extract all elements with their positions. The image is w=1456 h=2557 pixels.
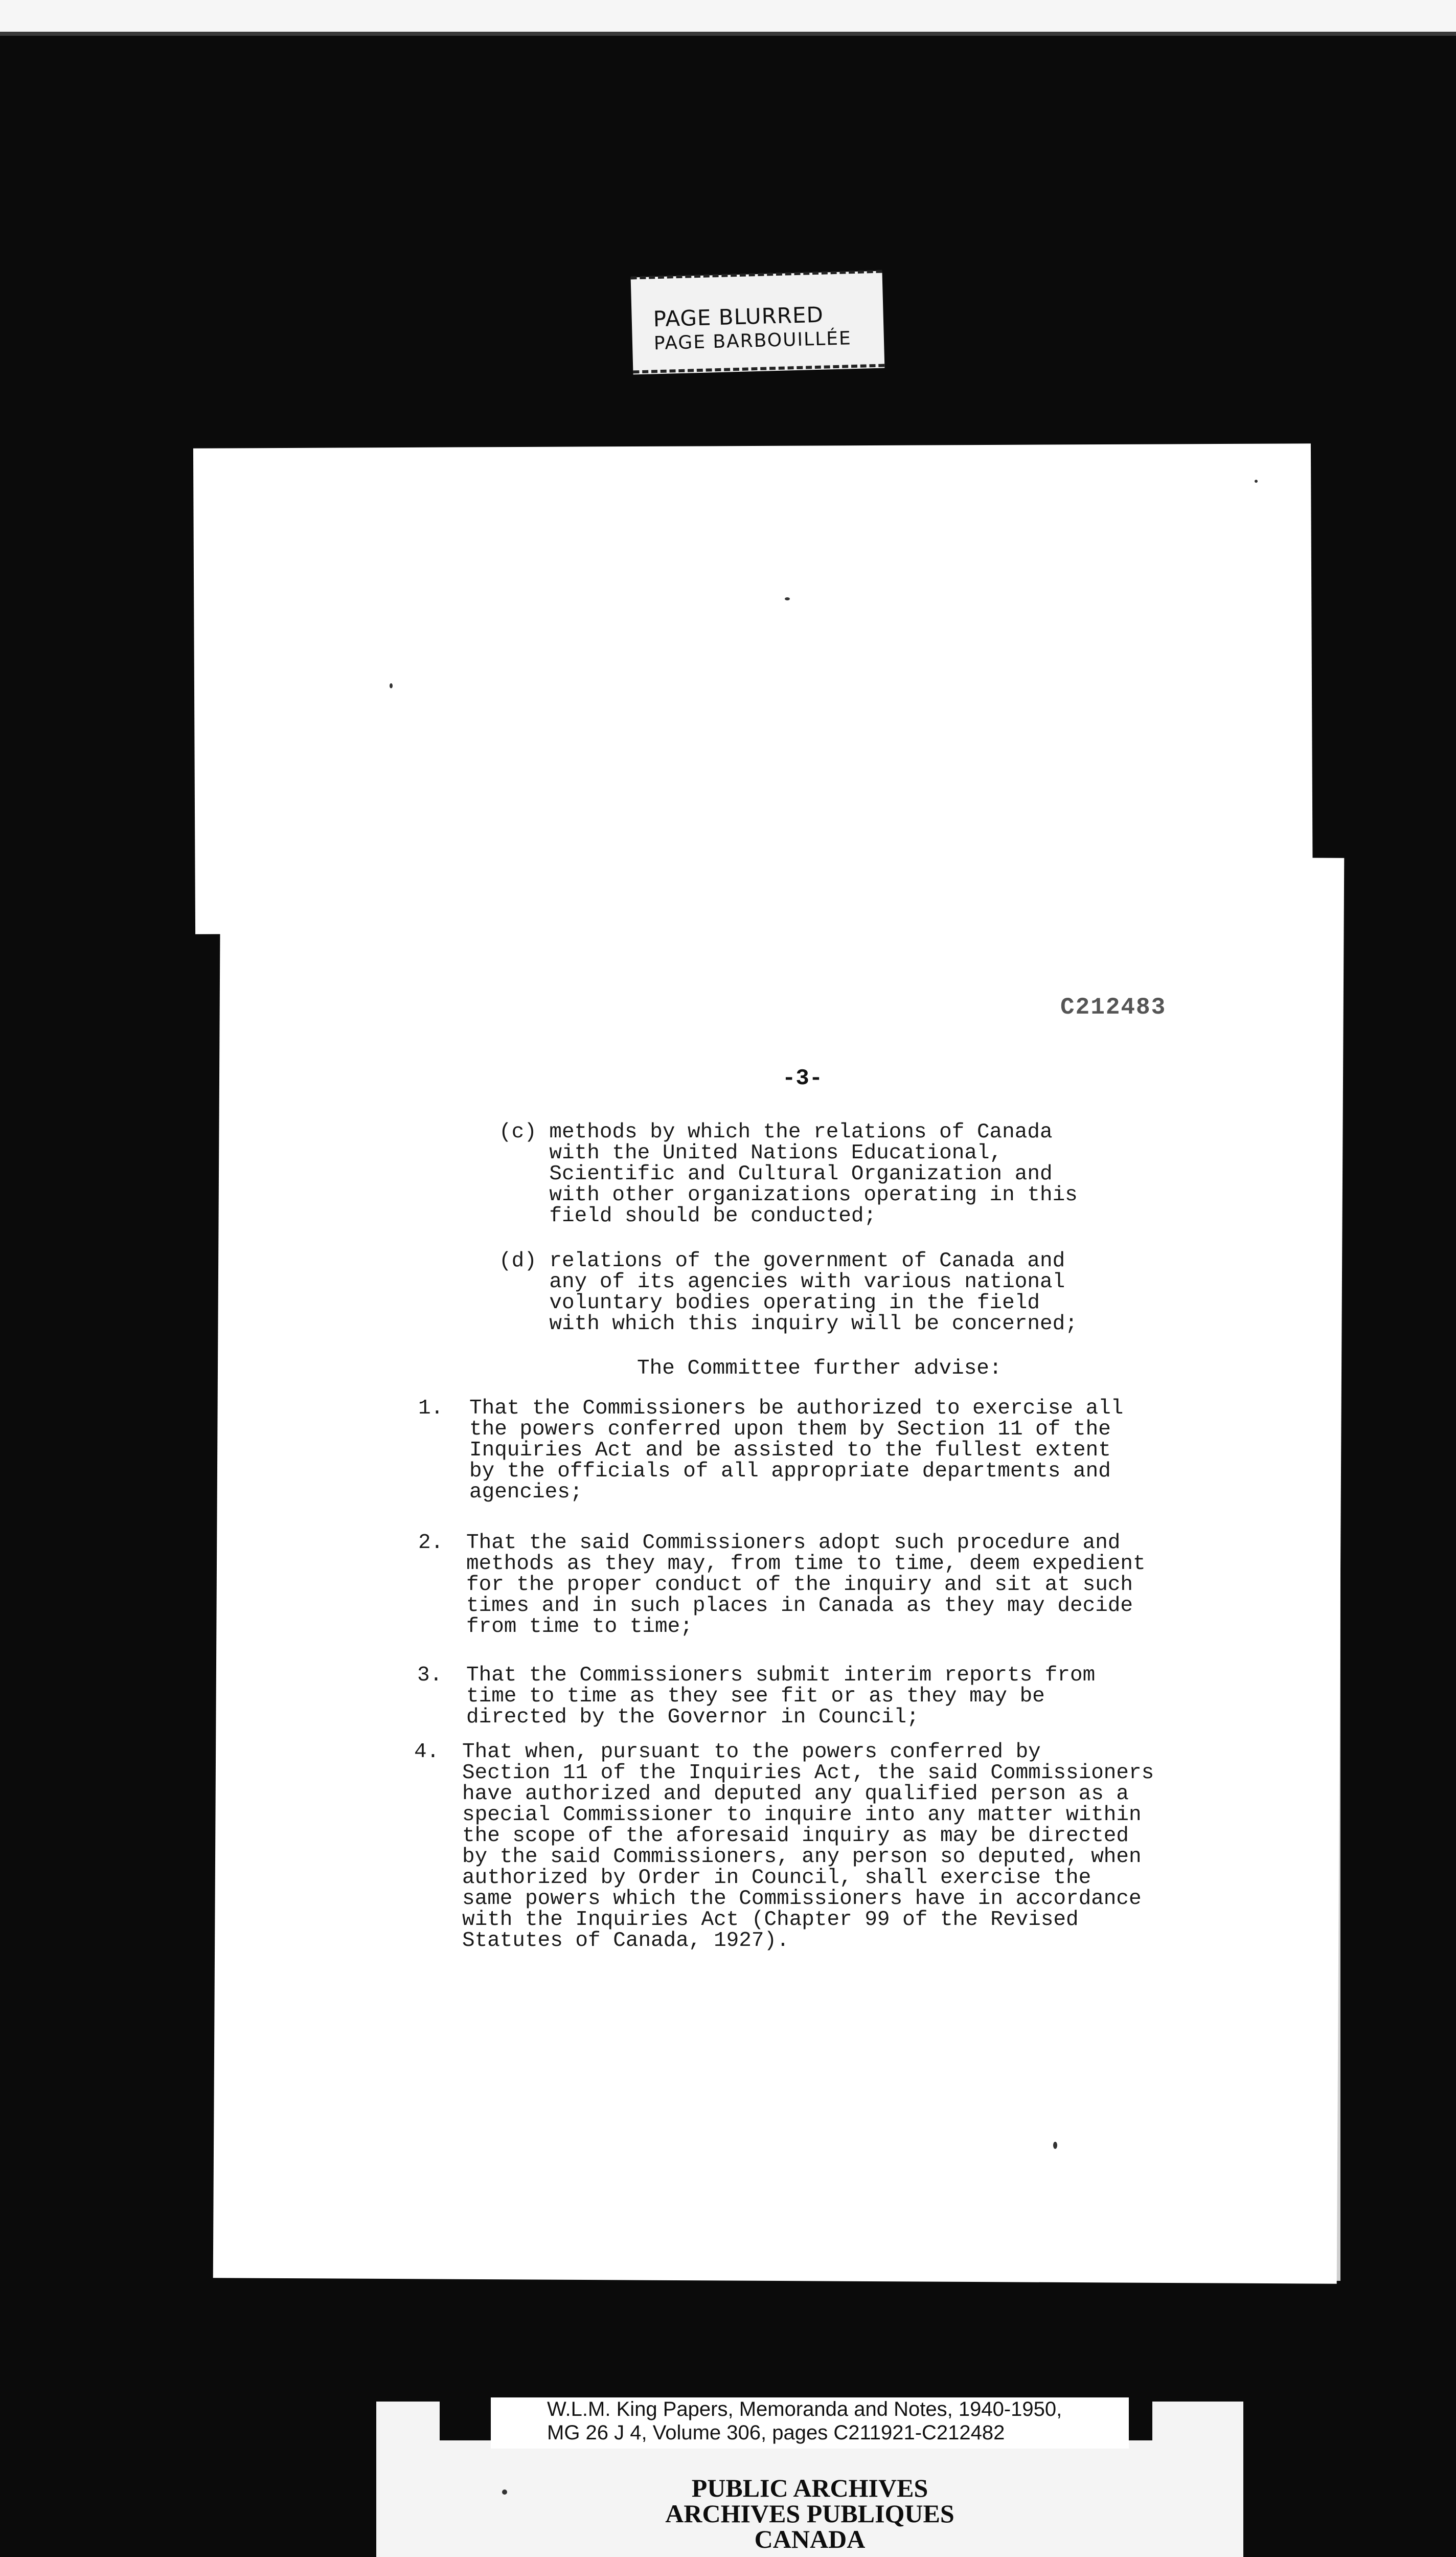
archive-line-2: ARCHIVES PUBLIQUES	[665, 2499, 954, 2528]
item-line: times and in such places in Canada as they may decide	[466, 1594, 1133, 1618]
item-line: with the Inquiries Act (Chapter 99 of the Revised	[462, 1908, 1079, 1932]
item-line: methods as they may, from time to time, deem expedient	[466, 1552, 1146, 1576]
item-number: 4.	[414, 1740, 440, 1764]
item-line: That the said Commissioners adopt such procedure and	[466, 1531, 1121, 1555]
item-line: have authorized and deputed any qualified person as a	[462, 1782, 1129, 1806]
item-line: That the Commissioners submit interim reports from	[466, 1664, 1096, 1687]
item-line: for the proper conduct of the inquiry and sit at such	[466, 1573, 1133, 1597]
label-line-french: PAGE BARBOUILLÉE	[653, 328, 852, 354]
label-line-english: PAGE BLURRED	[653, 302, 824, 332]
item-line: the powers conferred upon them by Section 11 of the	[469, 1418, 1111, 1441]
label-top-border	[631, 270, 882, 280]
item-line: That the Commissioners be authorized to exercise all	[469, 1397, 1124, 1420]
item-number: 1.	[418, 1397, 444, 1420]
clause-line: with the United Nations Educational,	[499, 1141, 1003, 1165]
item-line: special Commissioner to inquire into any matter within	[462, 1803, 1142, 1827]
clause-line: (c) methods by which the relations of Canada	[499, 1120, 1053, 1144]
scan-speck	[502, 2489, 507, 2495]
item-line: same powers which the Commissioners have in accordance	[462, 1887, 1142, 1911]
citation-line-2: MG 26 J 4, Volume 306, pages C211921-C212482	[547, 2421, 1005, 2444]
item-number: 3.	[417, 1664, 443, 1687]
scan-speck	[1053, 2142, 1057, 2149]
scan-speck	[390, 683, 393, 688]
item-line: from time to time;	[466, 1615, 693, 1639]
page-blurred-label	[631, 271, 885, 375]
item-line: Statutes of Canada, 1927).	[462, 1929, 789, 1953]
clause-line: voluntary bodies operating in the field	[499, 1291, 1040, 1315]
item-line: directed by the Governor in Council;	[466, 1706, 919, 1729]
scan-top-edge	[0, 32, 1456, 36]
clause-line: any of its agencies with various national	[499, 1270, 1065, 1294]
clause-line: (d) relations of the government of Canada and	[499, 1249, 1065, 1273]
item-line: Inquiries Act and be assisted to the fullest extent	[469, 1439, 1111, 1462]
clause-line: field should be conducted;	[499, 1204, 877, 1228]
archive-line-1: PUBLIC ARCHIVES	[691, 2474, 928, 2502]
item-number: 2.	[418, 1531, 444, 1555]
document-reference-number: C212483	[1060, 994, 1167, 1021]
scan-top-margin	[0, 0, 1456, 32]
item-line: by the said Commissioners, any person so deputed, when	[462, 1845, 1142, 1869]
label-bottom-border	[633, 364, 884, 374]
clause-line: Scientific and Cultural Organization and	[499, 1162, 1053, 1186]
item-line: Section 11 of the Inquiries Act, the said Commissioners	[462, 1761, 1154, 1785]
clause-line: with which this inquiry will be concerned;	[499, 1312, 1078, 1336]
item-line: agencies;	[469, 1481, 583, 1504]
item-line: That when, pursuant to the powers conferred by	[462, 1740, 1041, 1764]
archive-citation-label	[491, 2397, 1129, 2449]
clause-line: with other organizations operating in this	[499, 1183, 1078, 1207]
item-line: authorized by Order in Council, shall exercise the	[462, 1866, 1091, 1890]
scan-speck	[1255, 480, 1258, 483]
item-line: the scope of the aforesaid inquiry as may be directed	[462, 1824, 1129, 1848]
citation-line-1: W.L.M. King Papers, Memoranda and Notes, 1940-1950,	[547, 2398, 1062, 2420]
page-number: -3-	[782, 1066, 823, 1091]
item-line: by the officials of all appropriate departments and	[469, 1460, 1111, 1483]
scan-speck	[785, 597, 790, 600]
intro-line: The Committee further advise:	[637, 1357, 1002, 1380]
archive-line-3: CANADA	[754, 2525, 866, 2553]
item-line: time to time as they see fit or as they may be	[466, 1685, 1045, 1708]
archive-stamp	[376, 2475, 1243, 2552]
